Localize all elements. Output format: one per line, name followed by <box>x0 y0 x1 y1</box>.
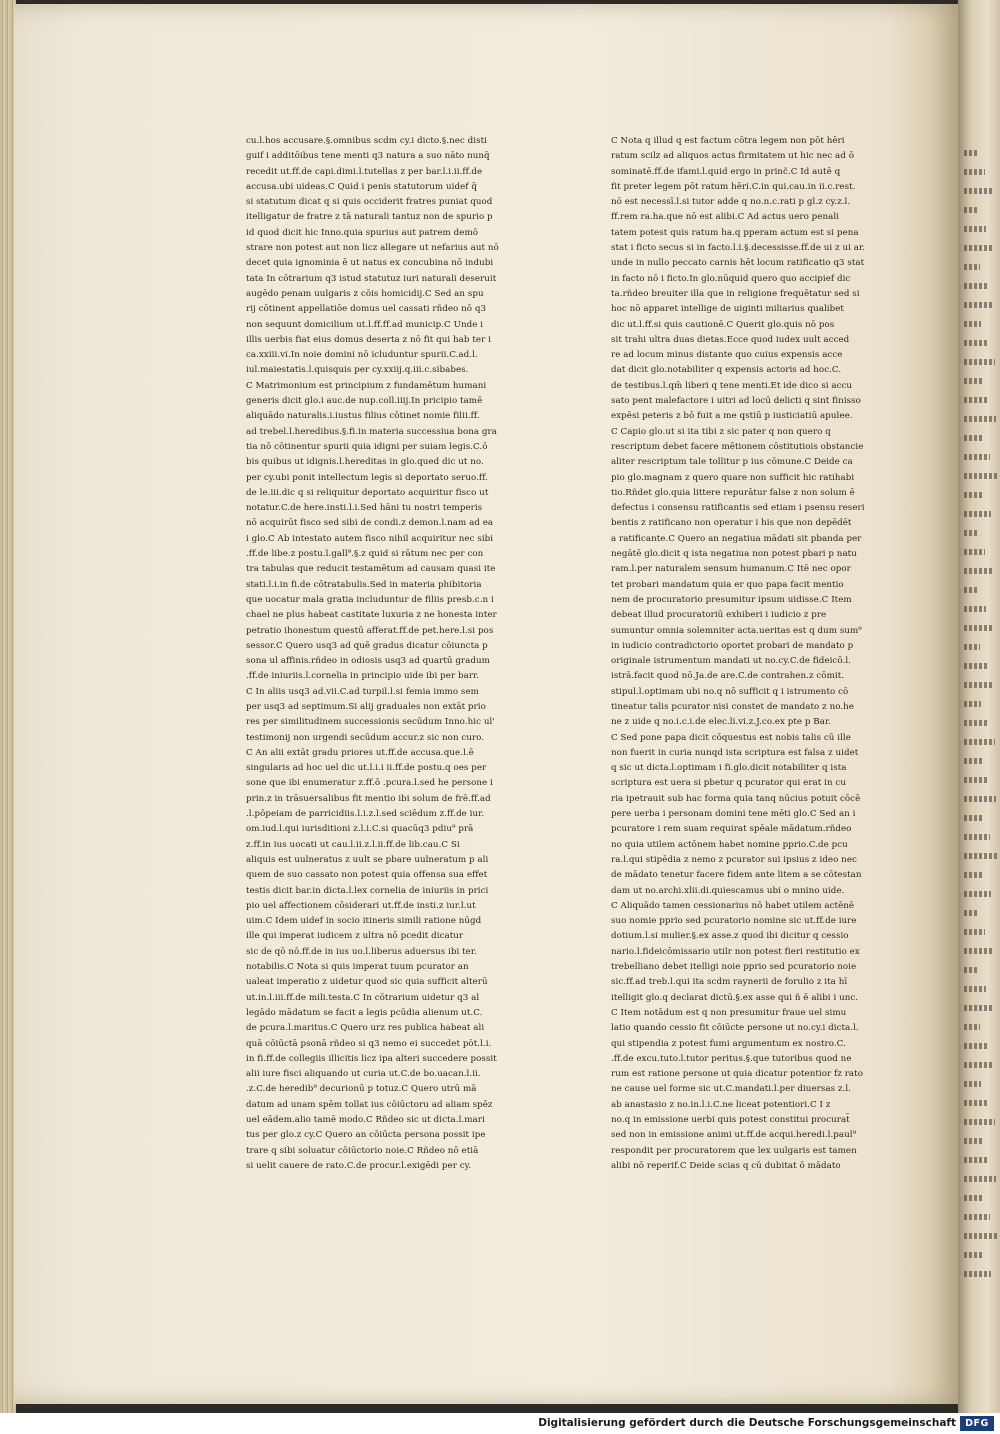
text-line: rum est ratione persone ut quia dicatur potentior fz rato <box>611 1069 863 1080</box>
text-line: dam ut no.archi.xlii.di.quiescamus ubi o mnino uide. <box>611 885 845 896</box>
text-line: alibi nō reperif.C Deide scias q cū dubitat ō mādato <box>611 1160 841 1171</box>
facing-page-text-fragment <box>964 492 984 498</box>
facing-page-text-fragment <box>964 777 989 783</box>
text-line: rij cōtinent appellatiōe domus uel cassati rñdeo nō q3 <box>246 304 487 315</box>
text-line: suo nomie pprio sed pcuratorio nomine sic ut.ff.de iure <box>611 916 857 927</box>
text-line: in iudicio contradictorio oportet probari de mandato p <box>611 640 854 651</box>
text-line: in facto nō i ficto.In glo.nūquid quero quo accipief dic <box>611 273 851 284</box>
text-line: no.q in emissione uerbi quis potest constitui procurat̄ <box>611 1115 850 1125</box>
facing-page-text-fragment <box>964 568 992 574</box>
text-line: a ratificante.C Quero an negatiua mādati sit pbanda per <box>611 533 862 544</box>
facing-page-text-fragment <box>964 967 979 973</box>
text-line: non sequunt domicilium ut.l.ff.ff.ad municip.C Unde i <box>246 319 484 330</box>
text-line: id quod dicit hic Inno.quia spurius aut patrem demō <box>246 227 479 238</box>
text-line: ne cause uel forme sic ut.C.mandati.l.per diuersas z.l. <box>611 1084 851 1095</box>
text-line: i glo.C Ab intestato autem fisco nihil acquiritur nec sibi <box>246 533 494 544</box>
text-line: fit preter legem pōt ratum hēri.C.in qui.cau.in ii.c.rest. <box>611 181 856 192</box>
text-line: .z.C.de heredib⁹ decurionū p totuz.C Quero utrū mā <box>246 1084 477 1095</box>
text-line: aliter rescriptum tale tollitur p ius cōmune.C Deide ca <box>611 457 853 468</box>
funding-credit: Digitalisierung gefördert durch die Deutsche Forschungsgemeinschaft <box>538 1417 956 1429</box>
text-line: stati.l.i.in fi.de cōtratabulis.Sed in materia phibitoria <box>246 579 482 590</box>
text-line: q sic ut dicta.l.optimam i fi.glo.dicit notabiliter q ista <box>611 763 847 774</box>
text-line: per cy.ubi ponit intellectum legis si deportato seruo.ff. <box>246 472 488 483</box>
text-line: legādo mādatum se facit a legis pcūdia alienum ut.C. <box>246 1007 483 1018</box>
text-line: sone que ibi enumeratur z.ff.ō .pcura.l.sed he persone i <box>246 778 493 789</box>
text-line: de pcura.l.maritus.C Quero urz res publica habeat ali <box>246 1023 485 1034</box>
text-line: tia nō cōtinentur spurii quia idigni per suiam legis.C.ō <box>246 441 488 452</box>
facing-page-text-fragment <box>964 1119 995 1125</box>
facing-page-text-fragment <box>964 416 996 422</box>
text-line: .ff.de excu.tuto.l.tutor peritus.§.que tutoribus quod ne <box>611 1053 852 1064</box>
facing-page-text-fragment <box>964 758 982 764</box>
text-line: stipul.l.optimam ubi no.q nō sufficit q i istrumento cō <box>611 686 849 697</box>
right-text-column <box>611 134 901 1174</box>
facing-page-text-fragment <box>964 435 983 441</box>
text-line: non fuerit in curia nunqd ista scriptura est falsa z uidet <box>611 747 859 758</box>
dfg-logo-icon: DFG <box>960 1416 994 1431</box>
facing-page-text-fragment <box>964 739 995 745</box>
text-line: qui stipendia z potest fumi argumentum ex nostro.C. <box>611 1038 846 1049</box>
text-line: istrā.facit quod nō.Ja.de are.C.de contrahen.z cōmit. <box>611 671 845 682</box>
facing-page-text-fragment <box>964 1157 989 1163</box>
text-line: tet probari mandatum quia er quo papa facit mentio <box>611 579 844 590</box>
facing-page-text-fragment <box>964 891 991 897</box>
facing-page-text-fragment <box>964 207 979 213</box>
text-line: re ad locum minus distante quo cuius expensis acce <box>611 350 843 361</box>
text-line: C Matrimonium est principium z fundamētum humani <box>246 380 487 391</box>
text-line: generis dicit glo.i auc.de nup.coll.iiij.In pricipio tamē <box>246 396 483 407</box>
text-line: ta.rñdeo breuiter illa que in religione frequētatur sed si <box>611 288 860 299</box>
text-line: datum ad unam spēm tollat ius cōiūctoru ad aliam spēz <box>246 1099 493 1110</box>
text-line: accusa.ubi uideas.C Quid i penis statutorum uidef q̄ <box>246 181 477 192</box>
text-line: ille qui imperat iudicem z ultra nō pcedit dicatur <box>246 931 464 942</box>
text-line: uel eādem.alio tamē modo.C Rñdeo sic ut dicta.l.mari <box>246 1115 485 1125</box>
facing-page-text-fragment <box>964 834 990 840</box>
text-line: sit trahi ultra duas dietas.Ecce quod iudex uult acced <box>611 334 850 345</box>
text-line: nem de procuratorio presumitur ipsum uidisse.C Item <box>611 594 852 605</box>
facing-page-text-fragment <box>964 340 988 346</box>
facing-page-text-fragment <box>964 359 995 365</box>
left-text-column <box>246 134 538 1174</box>
facing-page-text-fragment <box>964 302 994 308</box>
facing-page-text-fragment <box>964 644 980 650</box>
text-line: de mādato tenetur facere fidem ante litem a se cōtestan <box>611 870 862 881</box>
facing-page-text-fragment <box>964 910 978 916</box>
text-line: res per similitudinem successionis secūdum Inno.hic ul' <box>246 717 495 728</box>
text-line: .ff.de iniuriis.l.cornelia in principio uide ibi per barr. <box>246 671 480 682</box>
text-line: C In aliis usq3 ad.vii.C.ad turpil.l.si femia immo sem <box>246 686 479 697</box>
text-line: ut.in.l.iii.ff.de mili.testa.C In cōtrarium uidetur q3 al <box>246 992 480 1003</box>
facing-page-text-fragment <box>964 150 978 156</box>
text-line: bentis z ratificano non operatur i his que non depēdēt <box>611 518 852 529</box>
facing-page-text-fragment <box>964 226 986 232</box>
text-line: sominatē.ff.de ifami.l.quid ergo in prinč.C Id autē q <box>611 166 841 177</box>
text-line: sato pent malefactore i uitri ad locū delicti q sint finisso <box>611 396 861 407</box>
facing-page-text-fragment <box>964 378 982 384</box>
text-line: uim.C Idem uidef in socio itineris simili ratione nūgd <box>246 916 482 927</box>
text-line: .ff.de libe.z postu.l.gall⁹.§.z quid si rātum nec per con <box>246 549 484 560</box>
text-line: dotium.l.si mulier.§.ex asse.z quod ibi dicitur q cessio <box>611 931 849 942</box>
text-line: tatem potest quis ratum ha.q pperam actum est si pena <box>611 227 859 238</box>
facing-page-text-fragment <box>964 283 987 289</box>
text-line: pio glo.magnam z quero quare non sufficit hic ratihabi <box>611 472 855 483</box>
text-line: testimonij non urgendi secūdum accur.z sic non curo. <box>246 732 485 743</box>
facing-page-text-fragment <box>964 454 990 460</box>
facing-page-text-fragment <box>964 606 986 612</box>
facing-page-text-fragment <box>964 1271 991 1277</box>
text-line: nō acquirūt fisco sed sibi de condi.z demon.l.nam ad ea <box>246 518 494 529</box>
text-line: ff.rem ra.ha.que nō est alibi.C Ad actus uero penali <box>611 212 840 223</box>
text-line: debeat illud procuratoriū exhiberi i iudicio z pre <box>611 610 827 621</box>
facing-page-text-fragment <box>964 1005 993 1011</box>
text-line: hoc nō apparet intellige de uiginti miliarius qualibet <box>611 304 844 315</box>
text-line: tio.Rñdet glo.quia littere repurātur false z non solum ē <box>611 487 855 498</box>
facing-page-text-fragment <box>964 1195 983 1201</box>
text-line: decet quia ignominia ē ut natus ex concubina nō indubi <box>246 258 494 269</box>
facing-page-text-fragment <box>964 511 991 517</box>
facing-page-text-fragment <box>964 397 989 403</box>
text-line: iul.maiestatis.l.quisquis per cy.xxiij.q.iii.c.sibabes. <box>246 365 469 376</box>
facing-page-text-fragment <box>964 796 996 802</box>
text-line: no quia utilem actōnem habet nomine pprio.C.de pcu <box>611 839 848 850</box>
text-line: ualeat imperatio z uidetur quod sic quia sufficit alterū <box>246 977 488 988</box>
text-line: respondit per procuratorem que lex uulgaris est tamen <box>611 1145 857 1156</box>
text-line: ra.l.qui stipēdia z nemo z pcurator sui ipsius z ideo nec <box>611 854 857 865</box>
text-line: cu.l.hos accusare.§.omnibus scdm cy.i dicto.§.nec disti <box>246 136 487 146</box>
text-line: prin.z in trāsuersalibus fit mentio ibi solum de frē.ff.ad <box>246 793 491 804</box>
text-line: recedit ut.ff.de capi.dimi.l.tutellas z per bar.l.i.ii.ff.de <box>246 166 483 177</box>
facing-page-text-fragment <box>964 625 993 631</box>
facing-page-text-fragment <box>964 530 978 536</box>
text-line: aliquādo naturalis.i.iustus filius cōtinet nomie filii.ff. <box>246 411 480 422</box>
text-line: sic de qō nō.ff.de in ius uo.l.liberus aduersus ibi ter. <box>246 946 477 957</box>
text-line: ria ipetrauit sub hac forma quia tanq nūcius potuit cōcē <box>611 793 861 804</box>
text-line: z.ff.in ius uocati ut cau.l.ii.z.l.ii.ff.de lib.cau.C Si <box>246 839 460 850</box>
book-page <box>14 4 964 1404</box>
text-line: pio uel affectionem cōsiderari ut.ff.de insti.z iur.l.ut <box>246 900 476 911</box>
text-line: itelligit glo.q declarat dictū.§.ex asse qui ñ ē alibi i unc. <box>611 992 859 1003</box>
text-line: C Capio glo.ut si ita tibi z sic pater q non quero q <box>611 426 831 437</box>
text-line: guif i additōibus tene menti q3 natura a suo nāto nunq̄ <box>246 151 490 162</box>
text-line: ne z uide q no.i.c.i.de elec.li.vi.z.J.co.ex pte p Bar. <box>611 717 832 728</box>
text-line: tineatur talis pcurator nisi constet de mandato z no.he <box>611 701 854 712</box>
text-line: pere uerba i personam domini tene mēti glo.C Sed an i <box>611 809 856 820</box>
text-line: rescriptum debet facere mētionem cōstitutiois obstancie <box>611 441 864 452</box>
text-line: C Sed pone papa dicit cōquestus est nobis talis cū ille <box>611 732 851 743</box>
text-line: strare non potest aut non licz allegare ut nefarius aut nō <box>246 243 499 254</box>
facing-page-text-fragment <box>964 1233 997 1239</box>
text-line: de le.iii.dic q si reliquitur deportato acquiritur fisco ut <box>246 487 489 498</box>
text-line: augēdo penam uulgaris z cōis homicidij.C Sed an spu <box>246 288 484 299</box>
text-line: dat dicit glo.notabiliter q expensis actoris ad hoc.C. <box>611 365 842 376</box>
text-line: que uocatur mala gratia includuntur de filiis presb.c.n i <box>246 594 494 605</box>
text-line: sessor.C Quero usq3 ad quē gradus dicatur cōiuncta p <box>246 640 488 651</box>
text-line: alii iure fisci aliquando ut curia ut.C.de bo.uacan.l.ii. <box>246 1069 481 1080</box>
text-line: ab anastasio z no.in.l.i.C.ne liceat potentiori.C I z <box>611 1099 831 1110</box>
text-line: sona ul affinis.rñdeo in odiosis usq3 ad quartū gradum <box>246 656 490 667</box>
text-line: tus per glo.z cy.C Quero an cōiūcta persona possit ipe <box>246 1130 486 1141</box>
text-line: stat i ficto secus si in facto.l.i.§.decessisse.ff.de ui z ui ar. <box>611 243 866 254</box>
text-line: in fi.ff.de collegiis illicitis licz ipa alteri succedere possit <box>246 1053 497 1064</box>
text-line: negātē glo.dicit q ista negatiua non potest pbari p natu <box>611 549 857 560</box>
text-line: expēsi peteris z bō fuit a me qstiū p iusticiatiū apulee. <box>611 411 853 422</box>
text-line: itelligatur de fratre z tā naturali tantuz non de spurio p <box>246 212 493 223</box>
facing-page-text-fragment <box>964 1024 980 1030</box>
text-line: tra tabulas que reducit testamētum ad causam quasi ite <box>246 564 496 575</box>
facing-page-text-fragment <box>964 473 997 479</box>
text-line: C An alii extāt gradu priores ut.ff.de accusa.que.l.ē <box>246 747 474 758</box>
facing-page-text-fragment <box>964 1081 981 1087</box>
text-line: unde in nullo peccato carnis hēt locum ratificatio q3 stat <box>611 258 865 269</box>
facing-page-text-fragment <box>964 1214 990 1220</box>
text-line: trare q sibi soluatur cōiūctorio noie.C Rñdeo nō etiā <box>246 1145 479 1156</box>
facing-page-text-fragment <box>964 1043 987 1049</box>
text-line: si statutum dicat q si quis occiderit fratres puniat quod <box>246 197 493 208</box>
text-line: notabilis.C Nota si quis imperat tuum pcurator an <box>246 962 469 973</box>
text-line: sumuntur omnia solemniter acta.ueritas est q dum sum⁹ <box>611 625 862 636</box>
facing-page-text-fragment <box>964 720 988 726</box>
text-line: ad trebel.l.heredibus.§.fi.in materia successiua bona gra <box>246 426 497 437</box>
text-line: scriptura est uera si pbetur q pcurator qui erat in cu <box>611 778 846 789</box>
text-line: C Item notādum est q non presumitur fraue uel simu <box>611 1007 847 1018</box>
text-line: testis dicit bar.in dicta.l.lex cornelia de iniuriis in prici <box>246 885 489 896</box>
facing-page-text-fragment <box>964 948 992 954</box>
footer-bar <box>0 1413 1000 1434</box>
facing-page-text-fragment <box>964 587 979 593</box>
text-line: .l.pōpeiam de parricidiis.l.i.z.l.sed sciēdum z.ff.de iur. <box>246 809 485 820</box>
facing-page-text-fragment <box>964 264 980 270</box>
text-line: originale istrumentum mandati ut no.cy.C.de fideicō.l. <box>611 656 852 667</box>
facing-page-text-fragment <box>964 815 983 821</box>
facing-page-text-fragment <box>964 1176 996 1182</box>
text-line: sic.ff.ad treb.l.qui ita scdm raynerii de forulio z ita hī <box>611 977 848 988</box>
facing-page-text-fragment <box>964 549 985 555</box>
text-line: nō est necessī.l.si tutor adde q no.n.c.rati p gl.z cy.z.l. <box>611 197 851 208</box>
facing-page-text-fragment <box>964 853 997 859</box>
facing-page-text-fragment <box>964 986 986 992</box>
facing-page-text-fragment <box>964 321 981 327</box>
text-line: sed non in emissione animi ut.ff.de acqui.heredi.l.paul⁹ <box>611 1130 857 1141</box>
facing-page-text-fragment <box>964 1100 988 1106</box>
text-line: C Nota q illud q est factum cōtra legem non pōt hēri <box>611 136 845 146</box>
text-line: ca.xxiii.vi.In noie domini nō icluduntur spurii.C.ad.l. <box>246 350 478 361</box>
text-line: latio quando cessio fit cōiūcte persone ut no.cy.i dicta.l. <box>611 1023 859 1034</box>
text-line: notatur.C.de here.insti.l.i.Sed hāni tu nostri temperis <box>246 503 483 514</box>
text-line: de testibus.l.qm̄ liberi q tene menti.Et ide dico si accu <box>611 380 853 391</box>
text-line: tata In cōtrarium q3 istud statutuz iuri naturali deseruit <box>246 273 497 284</box>
text-line: aliquis est uulneratus z uult se pbare uulneratum p ali <box>246 854 489 865</box>
text-line: bis quibus ut idignis.l.hereditas in glo.qued dic ut no. <box>246 457 484 468</box>
text-line: petratio ihonestum questū afferat.ff.de pet.here.l.si pos <box>246 625 494 636</box>
facing-page-text-fragment <box>964 1252 984 1258</box>
text-line: om.iud.l.qui iurisditioni z.l.i.C.si quacūq3 pdiu⁹ prā <box>246 824 474 835</box>
text-line: chael ne plus habeat castitate luxuria z ne honesta inter <box>246 610 497 621</box>
text-line: illis uerbis fiat eius domus deserta z nō fit qui hab ter i <box>246 334 491 345</box>
facing-page-text-fragment <box>964 872 984 878</box>
text-line: dic ut.l.ff.si quis cautionē.C Querit glo.quis nō pos <box>611 319 835 330</box>
text-line: ram.l.per naturalem sensum humanum.C Itē nec opor <box>611 564 851 575</box>
facing-page-text-fragment <box>964 188 992 194</box>
text-line: quā cōiūctā psonā rñdeo si q3 nemo ei succedet pōt.l.i. <box>246 1038 492 1049</box>
text-line: si uelit cauere de rato.C.de procur.l.exigēdi per cy. <box>246 1160 472 1171</box>
facing-page-text-fragment <box>964 701 981 707</box>
text-line: singularis ad hoc uel dic ut.l.i.i ii.ff.de postu.q oes per <box>246 763 487 774</box>
facing-page-text-fragment <box>964 1062 994 1068</box>
facing-page-text-fragment <box>964 1138 982 1144</box>
facing-page-text-fragment <box>964 663 987 669</box>
text-line: ratum scilz ad aliquos actus firmitatem ut hic nec ad ō <box>611 151 854 162</box>
text-line: per usq3 ad septimum.Si alij graduales non extāt prio <box>246 701 486 712</box>
facing-page-text-fragment <box>964 929 985 935</box>
text-line: trebelliano debet itelligi noie pprio sed pcuratorio noie <box>611 962 857 973</box>
text-line: nario.l.fideicōmissario utilr non potest fieri restitutio ex <box>611 946 860 957</box>
facing-page-text-fragment <box>964 245 993 251</box>
text-line: quem de suo cassato non potest quia offensa sua effet <box>246 870 488 881</box>
facing-page-edge <box>958 0 1000 1413</box>
facing-page-text-fragment <box>964 169 985 175</box>
text-line: defectus i consensu ratificantis sed etiam i psensu reseri <box>611 503 865 514</box>
text-line: pcuratore i rem suam requirat spēale mādatum.rñdeo <box>611 824 852 835</box>
text-line: C Aliquādo tamen cessionarius nō habet utilem actēnē <box>611 900 855 911</box>
facing-page-text-fragment <box>964 682 994 688</box>
